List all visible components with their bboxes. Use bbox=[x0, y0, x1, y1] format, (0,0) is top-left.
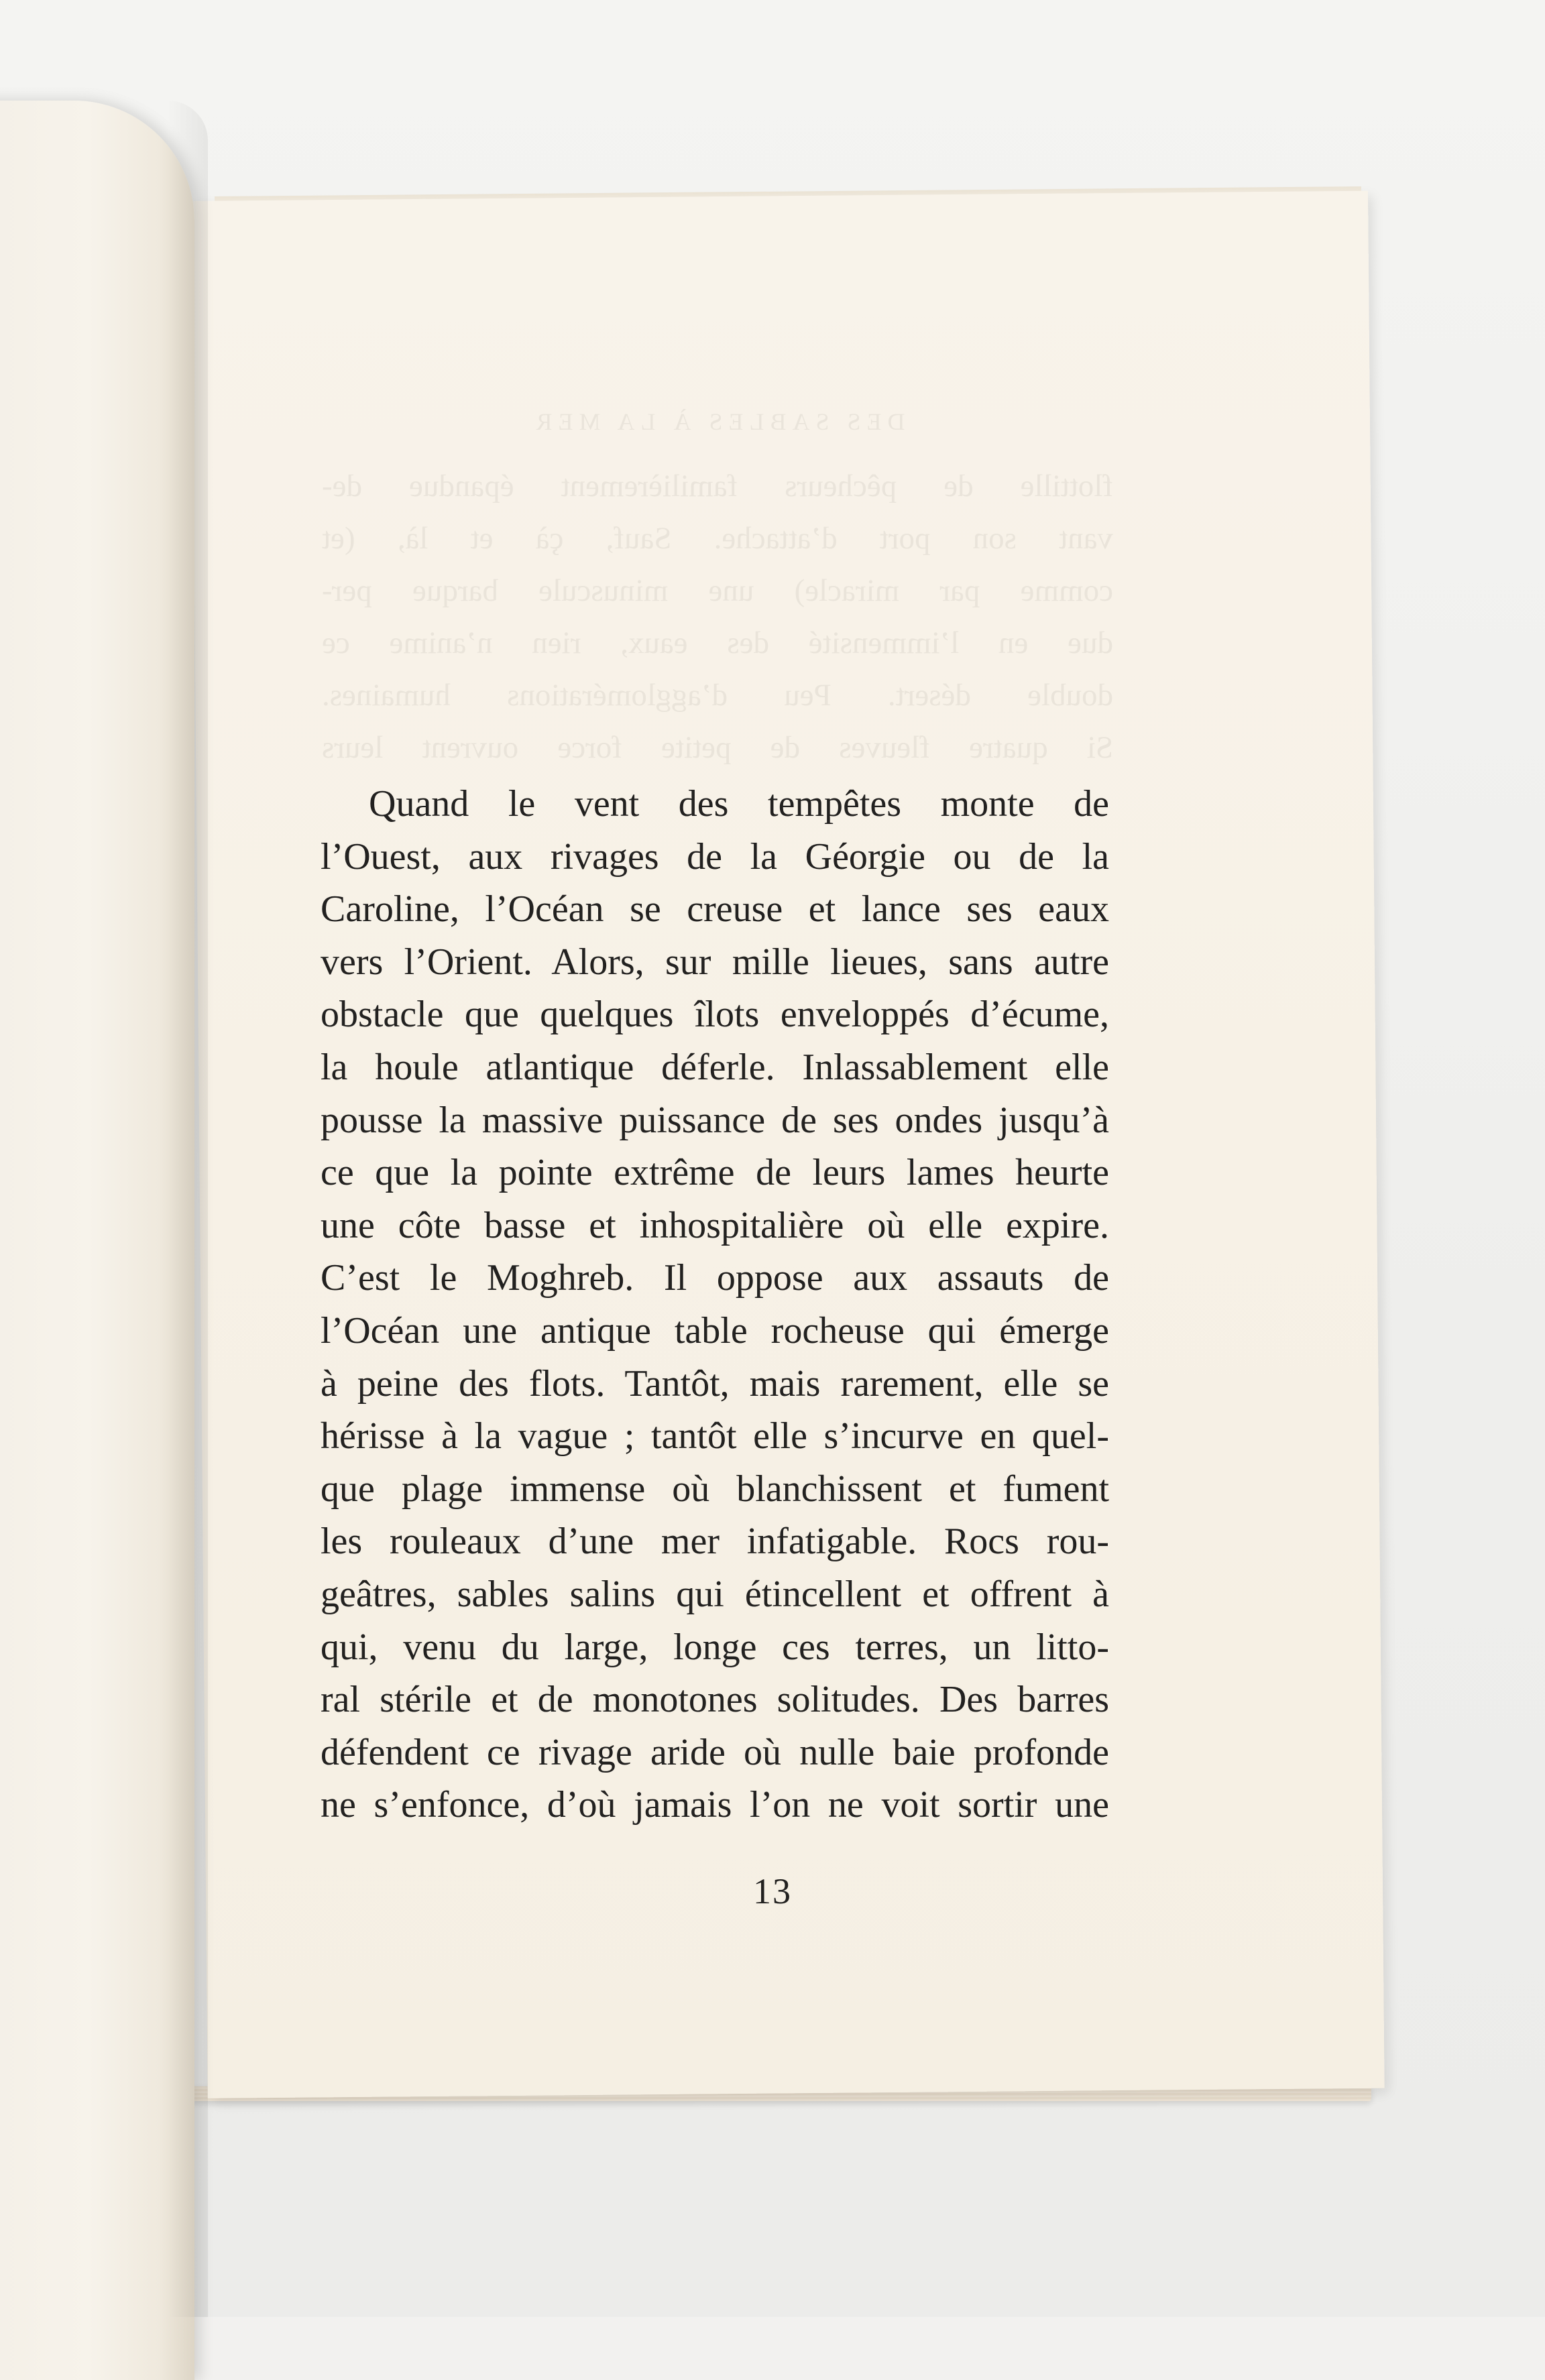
text-line: C’est le Moghreb. Il oppose aux assauts de bbox=[321, 1257, 1109, 1299]
body-text bbox=[321, 778, 1109, 1832]
left-page-shadow bbox=[168, 101, 208, 2317]
text-line: geâtres, sables salins qui étincellent et offrent à bbox=[321, 1573, 1109, 1615]
text-line: hérisse à la vague ; tantôt elle s’incurve en quel- bbox=[321, 1415, 1109, 1457]
text-line: les rouleaux d’une mer infatigable. Rocs rou- bbox=[321, 1521, 1109, 1563]
page-number: 13 bbox=[753, 1871, 792, 1911]
text-line: Quand le vent des tempêtes monte de bbox=[369, 783, 1109, 825]
text-line: à peine des flots. Tantôt, mais rarement, elle se bbox=[321, 1362, 1109, 1405]
text-line: vers l’Orient. Alors, sur mille lieues, sans autre bbox=[321, 941, 1109, 983]
text-line: la houle atlantique déferle. Inlassablement elle bbox=[321, 1046, 1109, 1088]
text-line: qui, venu du large, longe ces terres, un litto- bbox=[321, 1626, 1109, 1668]
text-line: une côte basse et inhospitalière où elle expire. bbox=[321, 1204, 1109, 1246]
text-line: ce que la pointe extrême de leurs lames heurte bbox=[321, 1152, 1109, 1194]
left-page-curl bbox=[0, 101, 194, 2380]
text-line: l’Océan une antique table rocheuse qui émerge bbox=[321, 1309, 1109, 1352]
text-line: obstacle que quelques îlots enveloppés d’écume, bbox=[321, 994, 1109, 1036]
text-line: ne s’enfonce, d’où jamais l’on ne voit sortir une bbox=[321, 1784, 1109, 1826]
text-line: ral stérile et de monotones solitudes. Des barres bbox=[321, 1679, 1109, 1721]
text-line: défendent ce rivage aride où nulle baie profonde bbox=[321, 1731, 1109, 1773]
text-line: l’Ouest, aux rivages de la Géorgie ou de la bbox=[321, 835, 1109, 878]
text-line: Caroline, l’Océan se creuse et lance ses eaux bbox=[321, 888, 1109, 931]
text-line: que plage immense où blanchissent et fument bbox=[321, 1468, 1109, 1510]
text-line: pousse la massive puissance de ses ondes jusqu’à bbox=[321, 1099, 1109, 1141]
